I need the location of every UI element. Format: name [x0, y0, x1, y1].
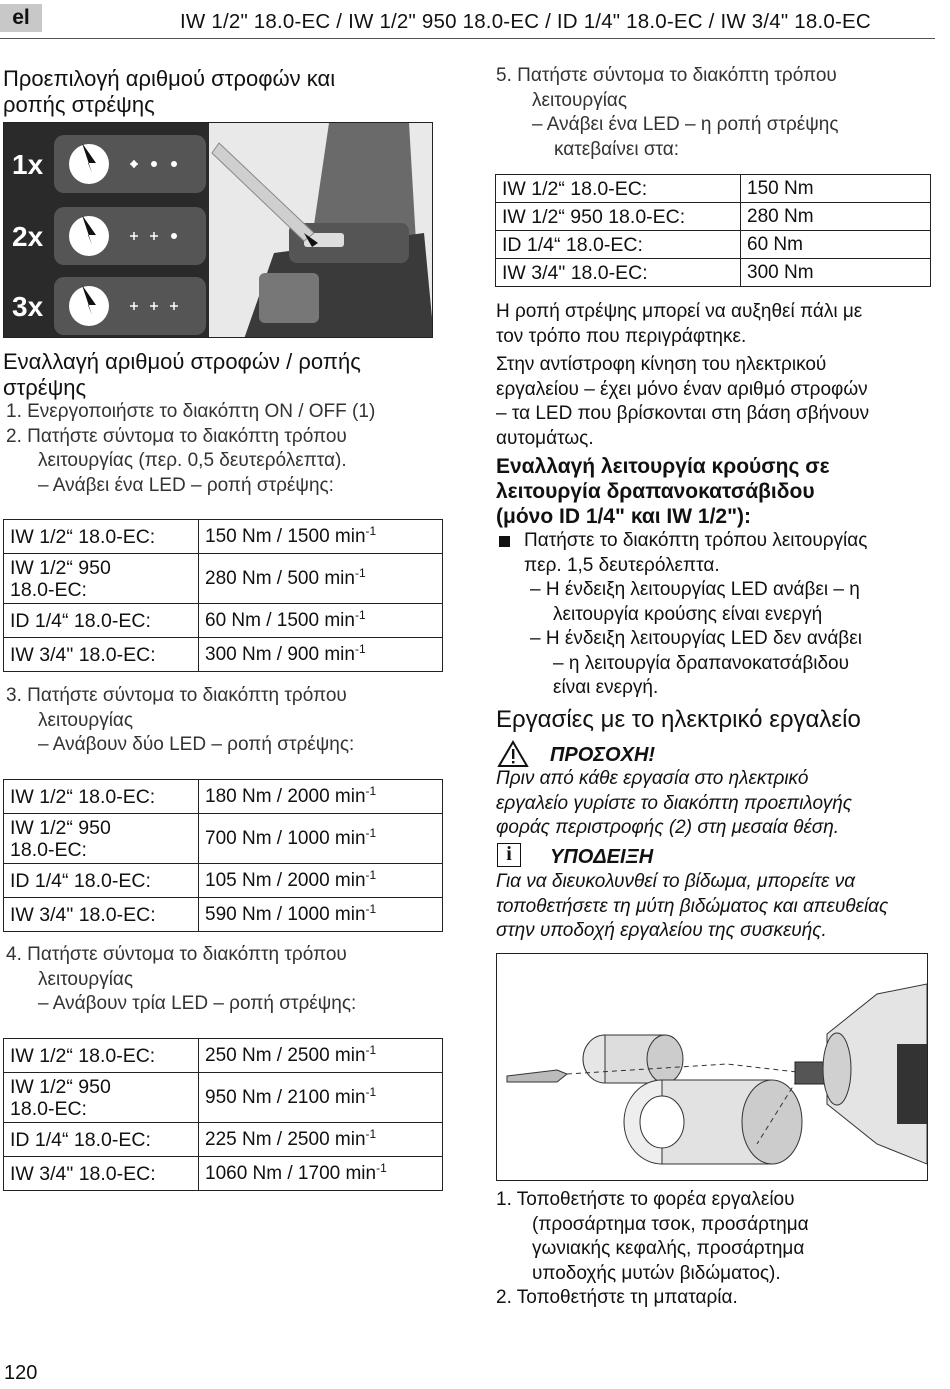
para-1-line: Η ροπή στρέψης μπορεί να αυξηθεί πάλι με	[496, 301, 863, 322]
para-1-line: τον τρόπο που περιγράφτηκε.	[496, 325, 747, 347]
note-line: στην υποδοχή εργαλείου της συσκευής.	[496, 920, 827, 941]
model-cell: IW 3/4" 18.0-EC:	[4, 898, 199, 932]
table-row	[4, 780, 443, 814]
step-3-cont: λειτουργίας	[38, 709, 134, 731]
bullet-square-icon	[499, 536, 510, 547]
value-cell	[199, 1157, 443, 1191]
torque-table-4	[495, 174, 931, 287]
mode-button-figure	[3, 122, 433, 338]
table-row	[4, 554, 443, 604]
model-cell: IW 3/4" 18.0-EC:	[4, 1157, 199, 1191]
model-cell	[4, 1073, 199, 1123]
unit-exponent: -1	[354, 641, 366, 656]
value-text: 250 Nm / 2500 min	[205, 1044, 366, 1066]
row-1x	[54, 135, 206, 193]
table-row	[4, 1039, 443, 1073]
unit-exponent: -1	[365, 783, 377, 798]
row-3x	[54, 277, 206, 335]
value-cell	[199, 814, 443, 864]
heading-line: Εναλλαγή λειτουργία κρούσης σε	[496, 455, 830, 478]
caution-title: ΠΡΟΣΟΧΗ!	[550, 744, 656, 766]
warning-triangle-icon	[497, 740, 529, 768]
model-cell: ID 1/4“ 18.0-EC:	[4, 864, 199, 898]
dash-item-cont: – η λειτουργία δραπανοκατσάβιδου	[553, 652, 850, 674]
value-text: 150 Nm / 1500 min	[205, 525, 366, 547]
note-text	[496, 870, 888, 944]
dash-item-cont: λειτουργία κρούσης είναι ενεργή	[553, 603, 823, 625]
value-text: 950 Nm / 2100 min	[205, 1086, 366, 1108]
model-line: 18.0-EC:	[10, 1097, 87, 1120]
para-2-line: εργαλείου – έχει μόνο έναν αριθμό στροφών	[496, 378, 868, 400]
value-text: 590 Nm / 1000 min	[205, 903, 366, 925]
step-3-block	[6, 684, 354, 758]
preselect-heading	[3, 66, 335, 118]
step-5-sub-cont: κατεβαίνει στα:	[554, 138, 680, 160]
step-3-sub: – Ανάβουν δύο LED – ροπή στρέψης:	[38, 734, 355, 755]
info-icon: i	[497, 843, 521, 867]
switch-heading	[3, 349, 361, 401]
bullet-line: Πατήστε το διακόπτη τρόπου λειτουργίας	[524, 530, 868, 551]
label-2x: 2x	[12, 221, 44, 252]
table-row	[496, 203, 931, 231]
model-cell: IW 1/2“ 18.0-EC:	[4, 780, 199, 814]
socket-insertion-illustration	[497, 954, 927, 1180]
table-row	[4, 864, 443, 898]
label-3x: 3x	[12, 291, 44, 322]
dash-item: – Η ένδειξη λειτουργίας LED δεν ανάβει	[530, 628, 862, 649]
bullet-line: περ. 1,5 δευτερόλεπτα.	[524, 554, 720, 576]
value-cell	[199, 898, 443, 932]
unit-exponent: -1	[365, 1126, 377, 1141]
table-row	[4, 638, 443, 672]
model-cell	[4, 814, 199, 864]
unit-exponent: -1	[354, 565, 366, 580]
model-line: 18.0-EC:	[10, 578, 87, 601]
model-cell: IW 1/2“ 18.0-EC:	[496, 175, 741, 203]
table-row	[4, 898, 443, 932]
table-row	[496, 259, 931, 287]
caution-line: εργαλείο γυρίστε το διακόπτη προεπιλογής	[496, 792, 853, 814]
torque-table-1	[3, 519, 443, 672]
unit-exponent: -1	[365, 1084, 377, 1099]
value-cell: 150 Nm	[741, 175, 931, 203]
heading-line: Προεπιλογή αριθμού στροφών και	[3, 66, 336, 91]
unit-exponent: -1	[354, 607, 366, 622]
table-row	[4, 814, 443, 864]
header-title: IW 1/2" 18.0-EC / IW 1/2" 950 18.0-EC / ID 1/4" 18.0-EC / IW 3/4" 18.0-EC	[180, 10, 871, 33]
step-5-sub: – Ανάβει ένα LED – η ροπή στρέψης	[532, 114, 839, 135]
torque-table-2	[3, 779, 443, 932]
dash-item-cont: είναι ενεργή.	[553, 677, 659, 698]
value-cell	[199, 780, 443, 814]
model-cell: ID 1/4“ 18.0-EC:	[4, 1123, 199, 1157]
model-cell	[4, 554, 199, 604]
table-row	[4, 1123, 443, 1157]
label-1x: 1x	[12, 149, 44, 180]
model-cell: ID 1/4“ 18.0-EC:	[496, 231, 741, 259]
step-1: 1. Ενεργοποιήστε το διακόπτη ON / OFF (1)	[6, 401, 376, 422]
torque-table-3	[3, 1038, 443, 1191]
work-heading: Εργασίες με το ηλεκτρικό εργαλείο	[496, 706, 861, 733]
value-text: 180 Nm / 2000 min	[205, 785, 366, 807]
value-text: 300 Nm / 900 min	[205, 643, 355, 665]
unit-exponent: -1	[365, 1042, 377, 1057]
model-cell: IW 1/2“ 18.0-EC:	[4, 1039, 199, 1073]
step-2-cont: λειτουργίας (περ. 0,5 δευτερόλεπτα).	[38, 450, 347, 471]
note-line: Για να διευκολυνθεί το βίδωμα, μπορείτε να	[496, 871, 856, 892]
step-2-sub: – Ανάβει ένα LED – ροπή στρέψης:	[38, 474, 334, 496]
mode-button-illustration	[4, 123, 433, 338]
table-row	[4, 1073, 443, 1123]
unit-exponent: -1	[365, 867, 377, 882]
value-cell	[199, 1073, 443, 1123]
model-cell: IW 1/2“ 950 18.0-EC:	[496, 203, 741, 231]
step-4: 4. Πατήστε σύντομα το διακόπτη τρόπου	[6, 944, 347, 965]
value-cell: 60 Nm	[741, 231, 931, 259]
heading-line: Εναλλαγή αριθμού στροφών / ροπής	[3, 349, 361, 374]
model-line: IW 1/2“ 950	[10, 1075, 111, 1098]
value-text: 1060 Nm / 1700 min	[205, 1162, 377, 1184]
value-cell	[199, 1123, 443, 1157]
value-cell	[199, 638, 443, 672]
unit-exponent: -1	[376, 1160, 387, 1175]
switch-steps	[6, 400, 375, 498]
language-badge: el	[0, 4, 42, 32]
value-cell: 280 Nm	[741, 203, 931, 231]
model-line: IW 1/2“ 950	[10, 556, 111, 579]
impact-instruction	[524, 529, 867, 701]
unit-exponent: -1	[365, 523, 377, 538]
model-cell: IW 3/4" 18.0-EC:	[4, 638, 199, 672]
impact-mode-heading	[496, 454, 830, 529]
step-4-sub: – Ανάβουν τρία LED – ροπή στρέψης:	[38, 993, 357, 1014]
note-line: τοποθετήσετε τη μύτη βιδώματος και απευθείας	[496, 895, 889, 917]
value-text: 700 Nm / 1000 min	[205, 827, 366, 849]
step-5: 5. Πατήστε σύντομα το διακόπτη τρόπου	[496, 65, 837, 86]
value-cell	[199, 554, 443, 604]
caution-text	[496, 767, 852, 841]
value-text: 280 Nm / 500 min	[205, 567, 355, 589]
para-2-line: – τα LED που βρίσκονται στη βάση σβήνουν	[496, 403, 870, 424]
heading-line: ροπής στρέψης	[3, 92, 155, 117]
dash-item: – Η ένδειξη λειτουργίας LED ανάβει – η	[530, 579, 860, 600]
final-step-1-cont: (προσάρτημα τσοκ, προσάρτημα	[532, 1213, 809, 1235]
value-cell	[199, 520, 443, 554]
step-2: 2. Πατήστε σύντομα το διακόπτη τρόπου	[6, 425, 347, 447]
para-2-line: Στην αντίστροφη κίνηση του ηλεκτρικού	[496, 354, 827, 375]
caution-line: φοράς περιστροφής (2) στη μεσαία θέση.	[496, 817, 840, 838]
final-steps	[496, 1188, 809, 1311]
final-step-1-cont: γωνιακής κεφαλής, προσάρτημα	[532, 1238, 805, 1259]
note-title: ΥΠΟΔΕΙΞΗ	[550, 846, 654, 868]
step-5-block	[496, 64, 839, 162]
model-cell: IW 1/2“ 18.0-EC:	[4, 520, 199, 554]
table-row	[496, 175, 931, 203]
tool-holder-figure	[496, 953, 928, 1181]
value-cell	[199, 1039, 443, 1073]
torque-paragraphs	[496, 300, 936, 451]
caution-line: Πριν από κάθε εργασία στο ηλεκτρικό	[496, 768, 809, 789]
para-2-line: αυτομάτως.	[496, 427, 594, 449]
final-step-1-cont: υποδοχής μυτών βιδώματος).	[532, 1262, 781, 1284]
final-step-2: 2. Τοποθετήστε τη μπαταρία.	[496, 1287, 738, 1308]
unit-exponent: -1	[365, 825, 377, 840]
unit-exponent: -1	[365, 901, 377, 916]
heading-line: (μόνο ID 1/4" και IW 1/2"):	[496, 505, 752, 528]
step-5-cont: λειτουργίας	[532, 89, 628, 111]
row-2x	[54, 207, 206, 265]
value-text: 60 Nm / 1500 min	[205, 609, 355, 631]
value-cell	[199, 604, 443, 638]
final-step-1: 1. Τοποθετήστε το φορέα εργαλείου	[496, 1189, 795, 1210]
page-number: 120	[4, 1362, 38, 1384]
model-line: 18.0-EC:	[10, 838, 87, 861]
value-text: 105 Nm / 2000 min	[205, 869, 366, 891]
table-row	[4, 1157, 443, 1191]
model-cell: ID 1/4“ 18.0-EC:	[4, 604, 199, 638]
model-cell: IW 3/4" 18.0-EC:	[496, 259, 741, 287]
model-line: IW 1/2“ 950	[10, 816, 111, 839]
step-4-cont: λειτουργίας	[38, 968, 134, 990]
heading-line: στρέψης	[3, 375, 87, 400]
step-3: 3. Πατήστε σύντομα το διακόπτη τρόπου	[6, 685, 347, 706]
table-row	[4, 604, 443, 638]
table-row	[4, 520, 443, 554]
value-cell	[199, 864, 443, 898]
value-text: 225 Nm / 2500 min	[205, 1128, 366, 1150]
header-divider	[0, 38, 935, 39]
value-cell: 300 Nm	[741, 259, 931, 287]
table-row	[496, 231, 931, 259]
step-4-block	[6, 943, 356, 1017]
heading-line: λειτουργία δραπανοκατσάβιδου	[496, 480, 815, 503]
